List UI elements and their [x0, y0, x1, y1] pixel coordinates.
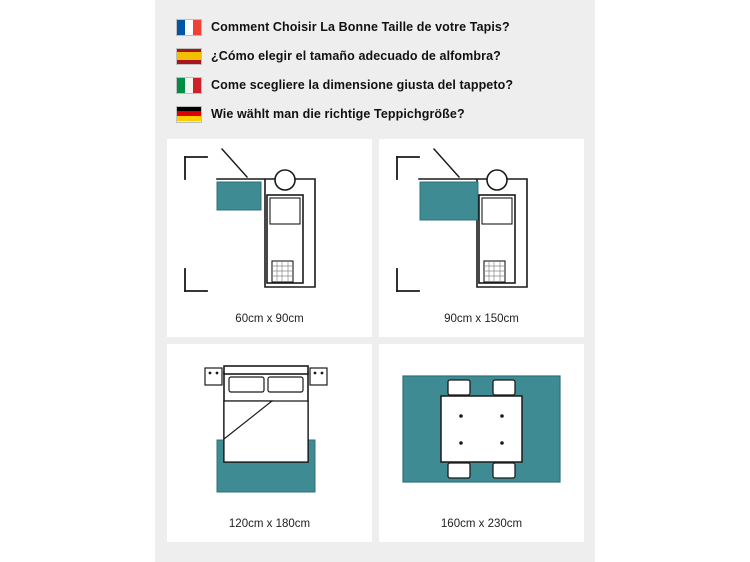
card-rug-90x150: [379, 139, 584, 337]
heading-row-fr: [176, 14, 576, 40]
diagram-160x230: [379, 344, 584, 514]
card-caption-160x230: 160cm x 230cm: [440, 518, 523, 530]
rug-shape: [420, 182, 478, 220]
diagram-60x90: [167, 139, 372, 309]
rug-shape: [217, 182, 261, 210]
heading-row-it: [176, 72, 576, 98]
flag-germany-icon: [176, 106, 202, 123]
heading-row-de: [176, 101, 576, 127]
diagram-90x150: [379, 139, 584, 309]
card-rug-160x230: [379, 344, 584, 542]
card-caption-60x90: 60cm x 90cm: [235, 313, 304, 325]
flag-france-icon: [176, 19, 202, 36]
card-caption-90x150: 90cm x 150cm: [444, 313, 519, 325]
heading-text-fr: Comment Choisir La Bonne Taille de votre Tapis?: [211, 20, 510, 34]
flag-italy-icon: [176, 77, 202, 94]
card-rug-120x180: [167, 344, 372, 542]
heading-text-es: ¿Cómo elegir el tamaño adecuado de alfombra?: [211, 49, 501, 63]
card-caption-120x180: 120cm x 180cm: [228, 518, 311, 530]
heading-text-it: Come scegliere la dimensione giusta del tappeto?: [211, 78, 514, 92]
card-rug-60x90: [167, 139, 372, 337]
headings-list: [176, 14, 576, 130]
heading-row-es: [176, 43, 576, 69]
flag-spain-icon: [176, 48, 202, 65]
diagram-120x180: [167, 344, 372, 514]
heading-text-de: Wie wählt man die richtige Teppichgröße?: [211, 107, 465, 121]
